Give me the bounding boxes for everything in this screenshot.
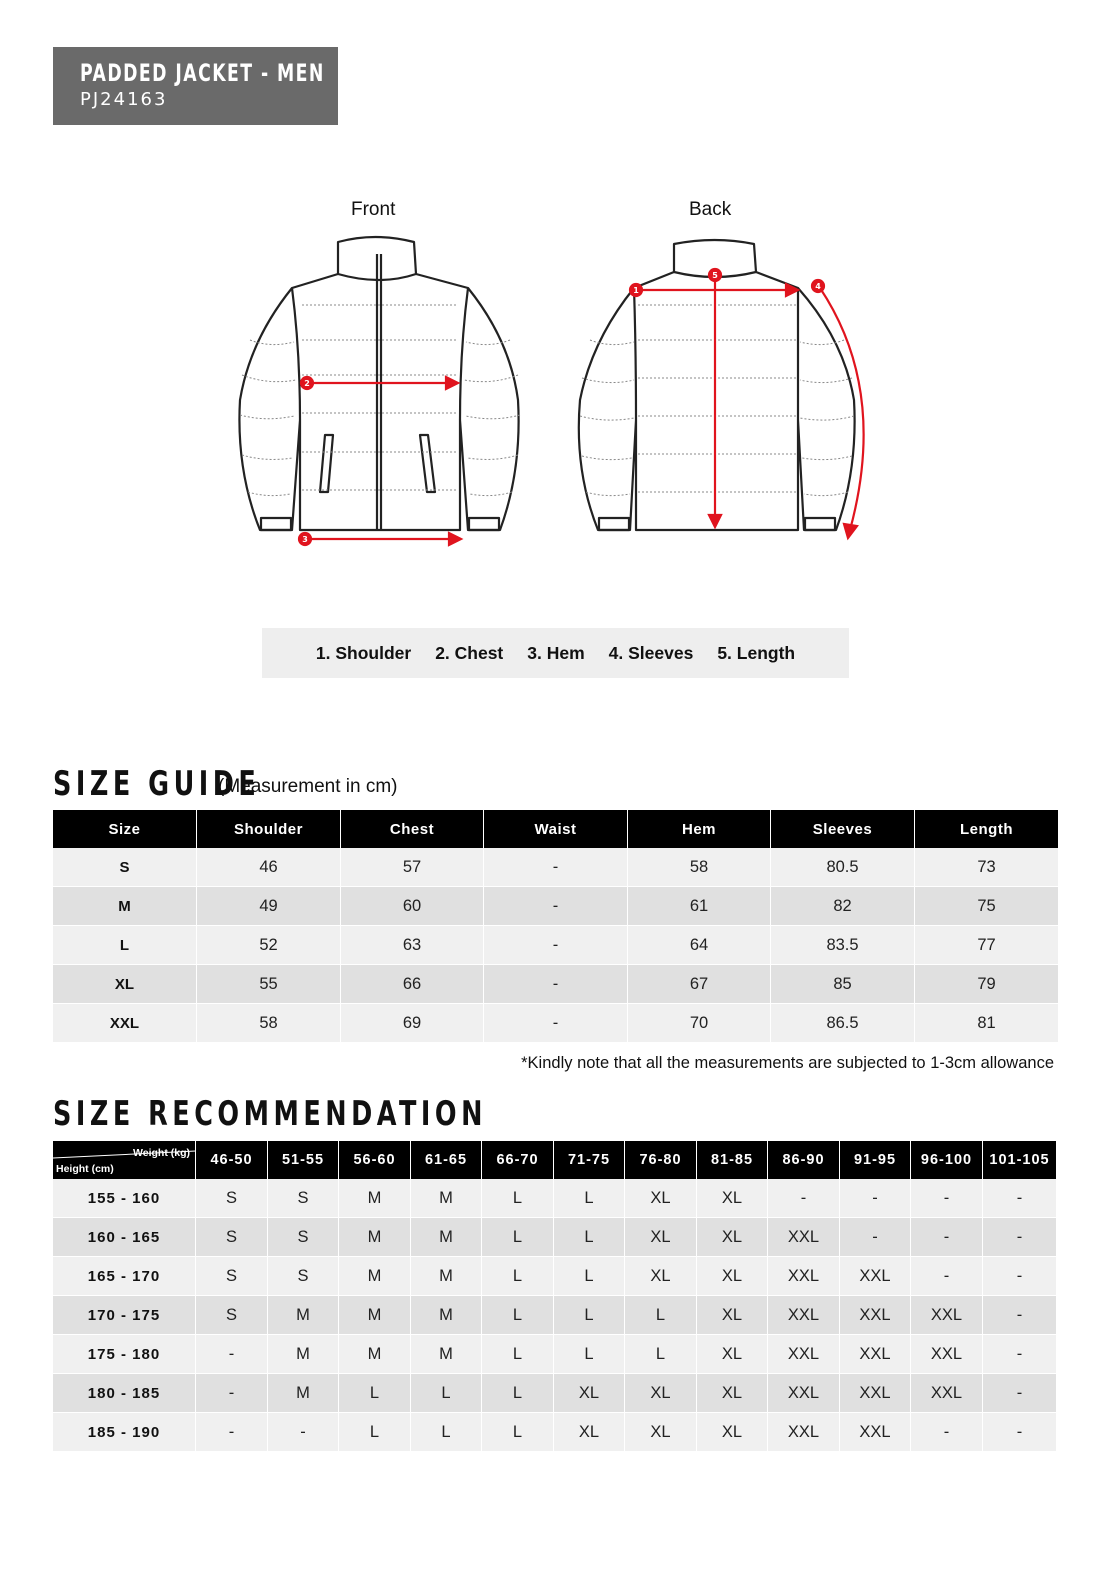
size-recommendation-heading xyxy=(53,1094,632,1134)
height-axis-label: Height (cm) xyxy=(56,1163,114,1175)
recommended-size-cell: S xyxy=(196,1179,268,1218)
recommended-size-cell: XXL xyxy=(768,1218,840,1257)
recommended-size-cell: L xyxy=(482,1296,554,1335)
measurement-cell: 80.5 xyxy=(771,848,915,887)
recommended-size-cell: - xyxy=(911,1413,983,1452)
height-range-cell: 180 - 185 xyxy=(53,1374,196,1413)
recommended-size-cell: M xyxy=(411,1218,482,1257)
table-row xyxy=(53,1335,1056,1374)
weight-column-header: 66-70 xyxy=(482,1141,554,1179)
legend-chest: 2. Chest xyxy=(435,642,504,663)
height-range-cell: 185 - 190 xyxy=(53,1413,196,1452)
recommended-size-cell: L xyxy=(482,1335,554,1374)
size-label-cell: S xyxy=(53,848,197,887)
measurement-cell: 49 xyxy=(197,887,341,926)
recommended-size-cell: - xyxy=(768,1179,840,1218)
size-guide-table xyxy=(53,810,1058,1043)
weight-column-header: 76-80 xyxy=(625,1141,697,1179)
size-label-cell: XXL xyxy=(53,1004,197,1043)
measurement-cell: - xyxy=(484,887,628,926)
corner-header-cell xyxy=(53,1141,196,1179)
recommended-size-cell: XXL xyxy=(911,1374,983,1413)
size-recommendation-table xyxy=(53,1141,1056,1452)
recommended-size-cell: XL xyxy=(697,1335,768,1374)
measurement-cell: 46 xyxy=(197,848,341,887)
measurement-cell: 63 xyxy=(341,926,484,965)
recommended-size-cell: - xyxy=(196,1374,268,1413)
recommended-size-cell: S xyxy=(196,1218,268,1257)
legend-length: 5. Length xyxy=(717,642,796,663)
recommended-size-cell: XXL xyxy=(840,1335,911,1374)
recommended-size-cell: L xyxy=(554,1296,625,1335)
size-label-cell: L xyxy=(53,926,197,965)
recommended-size-cell: L xyxy=(339,1374,411,1413)
recommended-size-cell: S xyxy=(268,1179,339,1218)
recommended-size-cell: L xyxy=(482,1413,554,1452)
measurement-cell: 57 xyxy=(341,848,484,887)
recommended-size-cell: M xyxy=(411,1296,482,1335)
weight-axis-label: Weight (kg) xyxy=(133,1147,190,1159)
height-range-cell: 160 - 165 xyxy=(53,1218,196,1257)
recommended-size-cell: XL xyxy=(554,1374,625,1413)
table-row xyxy=(53,848,1058,887)
allowance-note: *Kindly note that all the measurements are subjected to 1-3cm allowance xyxy=(521,1054,1054,1072)
table-row xyxy=(53,1257,1056,1296)
measurement-cell: 79 xyxy=(915,965,1058,1004)
recommended-size-cell: - xyxy=(911,1257,983,1296)
weight-column-header: 101-105 xyxy=(983,1141,1056,1179)
table-row xyxy=(53,1296,1056,1335)
table-row xyxy=(53,1413,1056,1452)
recommended-size-cell: XL xyxy=(697,1257,768,1296)
recommended-size-cell: - xyxy=(983,1257,1056,1296)
recommended-size-cell: XL xyxy=(697,1179,768,1218)
measurement-cell: 58 xyxy=(197,1004,341,1043)
product-code: PJ24163 xyxy=(80,89,168,110)
recommended-size-cell: S xyxy=(268,1257,339,1296)
recommended-size-cell: - xyxy=(983,1413,1056,1452)
recommended-size-cell: XL xyxy=(554,1413,625,1452)
recommended-size-cell: - xyxy=(911,1218,983,1257)
measurement-cell: 83.5 xyxy=(771,926,915,965)
recommended-size-cell: - xyxy=(196,1335,268,1374)
recommended-size-cell: XXL xyxy=(840,1296,911,1335)
recommended-size-cell: M xyxy=(339,1257,411,1296)
recommended-size-cell: L xyxy=(482,1257,554,1296)
recommended-size-cell: XXL xyxy=(768,1257,840,1296)
recommended-size-cell: M xyxy=(411,1257,482,1296)
column-header: Length xyxy=(915,810,1058,848)
recommended-size-cell: - xyxy=(983,1374,1056,1413)
measurement-cell: 52 xyxy=(197,926,341,965)
measurement-cell: 81 xyxy=(915,1004,1058,1043)
recommended-size-cell: XXL xyxy=(840,1413,911,1452)
column-header: Waist xyxy=(484,810,628,848)
table-row xyxy=(53,887,1058,926)
column-header: Chest xyxy=(341,810,484,848)
recommended-size-cell: L xyxy=(411,1374,482,1413)
back-label: Back xyxy=(689,199,732,220)
size-label-cell: XL xyxy=(53,965,197,1004)
recommended-size-cell: - xyxy=(840,1179,911,1218)
weight-column-header: 56-60 xyxy=(339,1141,411,1179)
table-row xyxy=(53,1179,1056,1218)
recommended-size-cell: S xyxy=(196,1257,268,1296)
recommended-size-cell: XXL xyxy=(911,1335,983,1374)
height-range-cell: 170 - 175 xyxy=(53,1296,196,1335)
weight-column-header: 46-50 xyxy=(196,1141,268,1179)
recommended-size-cell: XL xyxy=(625,1257,697,1296)
recommended-size-cell: XL xyxy=(625,1218,697,1257)
recommended-size-cell: L xyxy=(482,1179,554,1218)
back-jacket-illustration xyxy=(568,230,878,560)
table-row xyxy=(53,926,1058,965)
weight-column-header: 61-65 xyxy=(411,1141,482,1179)
size-guide-header-row xyxy=(53,810,1058,848)
recommended-size-cell: L xyxy=(411,1413,482,1452)
recommended-size-cell: M xyxy=(268,1374,339,1413)
recommended-size-cell: XXL xyxy=(911,1296,983,1335)
recommended-size-cell: L xyxy=(554,1218,625,1257)
table-row xyxy=(53,1374,1056,1413)
recommended-size-cell: L xyxy=(482,1218,554,1257)
measurement-cell: - xyxy=(484,848,628,887)
recommended-size-cell: M xyxy=(339,1296,411,1335)
measurement-cell: 77 xyxy=(915,926,1058,965)
measurement-cell: - xyxy=(484,926,628,965)
recommended-size-cell: - xyxy=(268,1413,339,1452)
measurement-cell: 75 xyxy=(915,887,1058,926)
recommended-size-cell: L xyxy=(625,1335,697,1374)
table-row xyxy=(53,1004,1058,1043)
size-guide-heading xyxy=(53,764,398,804)
recommended-size-cell: M xyxy=(411,1179,482,1218)
recommended-size-cell: L xyxy=(339,1413,411,1452)
table-row xyxy=(53,1218,1056,1257)
recommended-size-cell: M xyxy=(339,1335,411,1374)
recommended-size-cell: M xyxy=(268,1296,339,1335)
measurement-cell: 60 xyxy=(341,887,484,926)
measurement-cell: 85 xyxy=(771,965,915,1004)
recommended-size-cell: - xyxy=(983,1296,1056,1335)
measurement-cell: 86.5 xyxy=(771,1004,915,1043)
weight-column-header: 91-95 xyxy=(840,1141,911,1179)
recommended-size-cell: XL xyxy=(697,1296,768,1335)
measurement-cell: 58 xyxy=(628,848,771,887)
recommended-size-cell: XL xyxy=(697,1218,768,1257)
recommended-size-cell: XXL xyxy=(768,1413,840,1452)
weight-column-header: 51-55 xyxy=(268,1141,339,1179)
recommended-size-cell: XL xyxy=(625,1374,697,1413)
recommended-size-cell: L xyxy=(554,1257,625,1296)
recommended-size-cell: XXL xyxy=(768,1374,840,1413)
measurement-cell: 82 xyxy=(771,887,915,926)
measurement-cell: 67 xyxy=(628,965,771,1004)
product-title: PADDED JACKET - MEN xyxy=(80,59,325,87)
recommended-size-cell: - xyxy=(983,1179,1056,1218)
front-jacket-illustration xyxy=(230,230,530,560)
height-range-cell: 175 - 180 xyxy=(53,1335,196,1374)
recommended-size-cell: XL xyxy=(625,1413,697,1452)
height-range-cell: 155 - 160 xyxy=(53,1179,196,1218)
weight-column-header: 86-90 xyxy=(768,1141,840,1179)
recommended-size-cell: L xyxy=(482,1374,554,1413)
size-label-cell: M xyxy=(53,887,197,926)
measurement-cell: - xyxy=(484,965,628,1004)
measurement-legend xyxy=(262,628,849,678)
recommended-size-cell: S xyxy=(196,1296,268,1335)
product-title-box xyxy=(53,47,338,125)
column-header: Sleeves xyxy=(771,810,915,848)
recommended-size-cell: - xyxy=(983,1335,1056,1374)
size-guide-unit-note: (Measurement in cm) xyxy=(218,776,398,797)
size-recommendation-header-row xyxy=(53,1141,1056,1179)
column-header: Hem xyxy=(628,810,771,848)
recommended-size-cell: - xyxy=(911,1179,983,1218)
legend-shoulder: 1. Shoulder xyxy=(315,642,412,663)
recommended-size-cell: M xyxy=(339,1218,411,1257)
size-guide-title: SIZE GUIDE xyxy=(53,764,261,804)
recommended-size-cell: M xyxy=(268,1335,339,1374)
legend-hem: 3. Hem xyxy=(527,642,585,663)
measurement-cell: 69 xyxy=(341,1004,484,1043)
recommended-size-cell: L xyxy=(625,1296,697,1335)
measurement-cell: - xyxy=(484,1004,628,1043)
recommended-size-cell: - xyxy=(983,1218,1056,1257)
recommended-size-cell: XXL xyxy=(768,1296,840,1335)
measurement-cell: 73 xyxy=(915,848,1058,887)
recommended-size-cell: XL xyxy=(625,1179,697,1218)
recommended-size-cell: S xyxy=(268,1218,339,1257)
recommended-size-cell: L xyxy=(554,1335,625,1374)
recommended-size-cell: M xyxy=(411,1335,482,1374)
recommended-size-cell: L xyxy=(554,1179,625,1218)
column-header: Shoulder xyxy=(197,810,341,848)
front-label: Front xyxy=(351,199,396,220)
marker-3: 3 xyxy=(302,535,308,544)
recommended-size-cell: XL xyxy=(697,1413,768,1452)
measurement-cell: 66 xyxy=(341,965,484,1004)
size-recommendation-title: SIZE RECOMMENDATION xyxy=(53,1094,487,1134)
recommended-size-cell: - xyxy=(196,1413,268,1452)
marker-2: 2 xyxy=(304,379,310,388)
recommended-size-cell: XXL xyxy=(768,1335,840,1374)
recommended-size-cell: - xyxy=(840,1218,911,1257)
weight-column-header: 96-100 xyxy=(911,1141,983,1179)
recommended-size-cell: XXL xyxy=(840,1374,911,1413)
height-range-cell: 165 - 170 xyxy=(53,1257,196,1296)
weight-column-header: 71-75 xyxy=(554,1141,625,1179)
measurement-cell: 64 xyxy=(628,926,771,965)
recommended-size-cell: XL xyxy=(697,1374,768,1413)
measurement-cell: 61 xyxy=(628,887,771,926)
measurement-cell: 70 xyxy=(628,1004,771,1043)
marker-1: 1 xyxy=(633,286,639,295)
marker-5: 5 xyxy=(712,271,718,280)
measurement-cell: 55 xyxy=(197,965,341,1004)
column-header: Size xyxy=(53,810,197,848)
weight-column-header: 81-85 xyxy=(697,1141,768,1179)
marker-4: 4 xyxy=(815,282,821,291)
legend-sleeves: 4. Sleeves xyxy=(608,642,694,663)
recommended-size-cell: M xyxy=(339,1179,411,1218)
recommended-size-cell: XXL xyxy=(840,1257,911,1296)
table-row xyxy=(53,965,1058,1004)
